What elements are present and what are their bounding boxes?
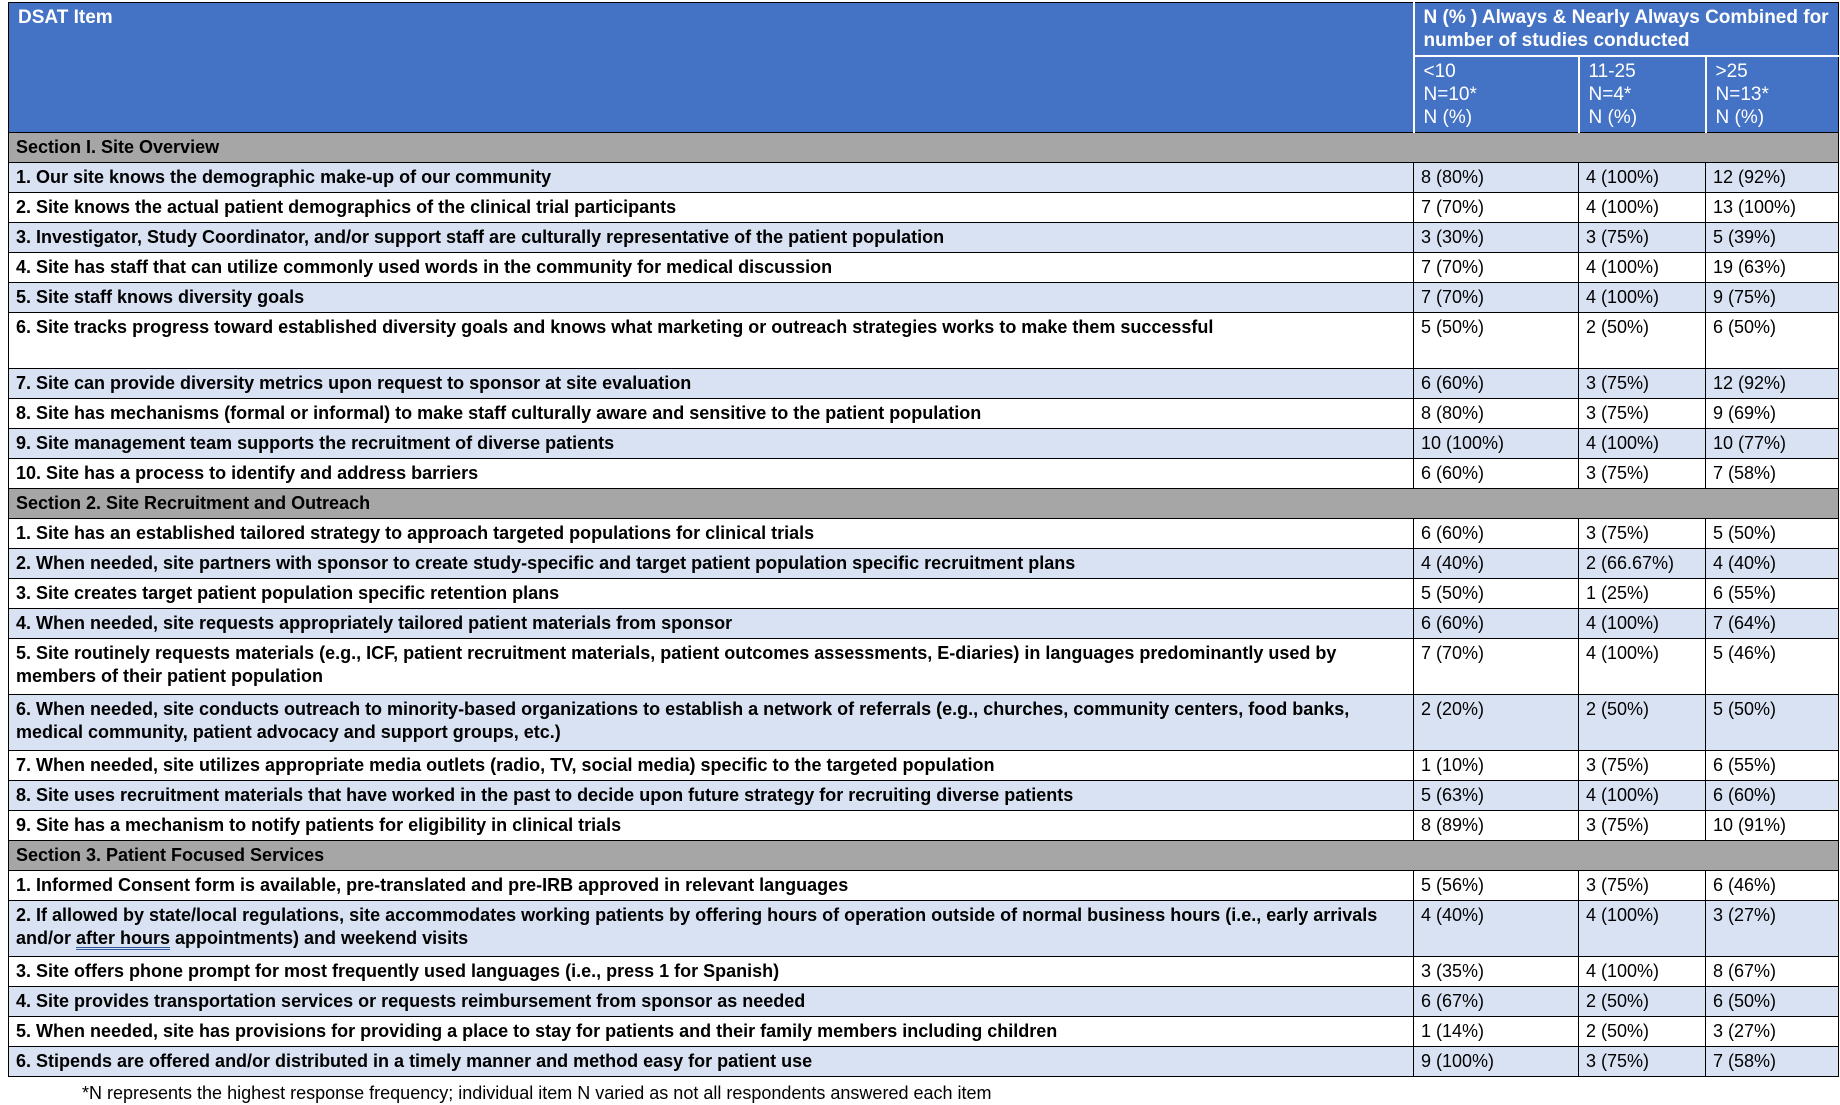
col-header-values: N (% ) Always & Nearly Always Combined for number of studies conducted bbox=[1414, 3, 1839, 57]
value-cell: 4 (100%) bbox=[1579, 193, 1706, 223]
table-row bbox=[9, 811, 1839, 841]
value-cell: 1 (10%) bbox=[1414, 751, 1579, 781]
value-cell: 3 (27%) bbox=[1706, 1017, 1839, 1047]
value-cell: 1 (14%) bbox=[1414, 1017, 1579, 1047]
col-header-dsat-item: DSAT Item bbox=[9, 3, 1414, 133]
value-cell: 3 (27%) bbox=[1706, 901, 1839, 957]
table-row bbox=[9, 283, 1839, 313]
dsat-item-text: 7. When needed, site utilizes appropriate media outlets (radio, TV, social media) specific to the targeted population bbox=[9, 751, 1414, 781]
value-cell: 6 (46%) bbox=[1706, 871, 1839, 901]
section-header-row bbox=[9, 489, 1839, 519]
value-cell: 6 (60%) bbox=[1414, 369, 1579, 399]
section-title: Section 2. Site Recruitment and Outreach bbox=[9, 489, 1839, 519]
value-cell: 12 (92%) bbox=[1706, 369, 1839, 399]
value-cell: 13 (100%) bbox=[1706, 193, 1839, 223]
section-title: Section I. Site Overview bbox=[9, 133, 1839, 163]
table-row bbox=[9, 751, 1839, 781]
dsat-item-text: 5. Site staff knows diversity goals bbox=[9, 283, 1414, 313]
dsat-table bbox=[8, 2, 1839, 1077]
value-cell: 5 (63%) bbox=[1414, 781, 1579, 811]
table-row bbox=[9, 695, 1839, 751]
value-cell: 3 (75%) bbox=[1579, 223, 1706, 253]
col-subheader-0: <10 N=10* N (%) bbox=[1414, 56, 1579, 133]
value-cell: 4 (100%) bbox=[1579, 901, 1706, 957]
section-header-row bbox=[9, 841, 1839, 871]
value-cell: 7 (70%) bbox=[1414, 253, 1579, 283]
dsat-item-text: 4. Site has staff that can utilize commonly used words in the community for medical discussion bbox=[9, 253, 1414, 283]
col-subheader-1: 11-25 N=4* N (%) bbox=[1579, 56, 1706, 133]
value-cell: 3 (75%) bbox=[1579, 459, 1706, 489]
value-cell: 2 (20%) bbox=[1414, 695, 1579, 751]
dsat-item-text: 9. Site has a mechanism to notify patients for eligibility in clinical trials bbox=[9, 811, 1414, 841]
table-row bbox=[9, 609, 1839, 639]
table-row bbox=[9, 579, 1839, 609]
table-footnote: *N represents the highest response frequency; individual item N varied as not all respondents answered each item bbox=[82, 1083, 992, 1103]
value-cell: 3 (75%) bbox=[1579, 519, 1706, 549]
dsat-item-text: 5. When needed, site has provisions for providing a place to stay for patients and their family members including children bbox=[9, 1017, 1414, 1047]
value-cell: 7 (70%) bbox=[1414, 639, 1579, 695]
dsat-item-text: 6. Stipends are offered and/or distributed in a timely manner and method easy for patient use bbox=[9, 1047, 1414, 1077]
value-cell: 6 (50%) bbox=[1706, 313, 1839, 369]
table-row bbox=[9, 253, 1839, 283]
value-cell: 6 (60%) bbox=[1414, 459, 1579, 489]
table-row bbox=[9, 781, 1839, 811]
col-subheader-2: >25 N=13* N (%) bbox=[1706, 56, 1839, 133]
value-cell: 4 (100%) bbox=[1579, 781, 1706, 811]
value-cell: 5 (50%) bbox=[1414, 313, 1579, 369]
value-cell: 10 (91%) bbox=[1706, 811, 1839, 841]
value-cell: 8 (89%) bbox=[1414, 811, 1579, 841]
value-cell: 4 (40%) bbox=[1414, 901, 1579, 957]
value-cell: 4 (100%) bbox=[1579, 609, 1706, 639]
value-cell: 3 (30%) bbox=[1414, 223, 1579, 253]
value-cell: 3 (75%) bbox=[1579, 751, 1706, 781]
table-row bbox=[9, 957, 1839, 987]
dsat-item-text: 3. Investigator, Study Coordinator, and/or support staff are culturally representative of the patient population bbox=[9, 223, 1414, 253]
value-cell: 1 (25%) bbox=[1579, 579, 1706, 609]
value-cell: 6 (67%) bbox=[1414, 987, 1579, 1017]
value-cell: 5 (39%) bbox=[1706, 223, 1839, 253]
table-row bbox=[9, 901, 1839, 957]
dsat-item-text: 3. Site creates target patient population specific retention plans bbox=[9, 579, 1414, 609]
table-row bbox=[9, 871, 1839, 901]
dsat-item-text: 7. Site can provide diversity metrics upon request to sponsor at site evaluation bbox=[9, 369, 1414, 399]
value-cell: 3 (75%) bbox=[1579, 1047, 1706, 1077]
dsat-item-text: 3. Site offers phone prompt for most frequently used languages (i.e., press 1 for Spanish) bbox=[9, 957, 1414, 987]
table-row bbox=[9, 1017, 1839, 1047]
value-cell: 4 (100%) bbox=[1579, 957, 1706, 987]
value-cell: 4 (100%) bbox=[1579, 639, 1706, 695]
table-row bbox=[9, 987, 1839, 1017]
value-cell: 7 (70%) bbox=[1414, 193, 1579, 223]
value-cell: 2 (50%) bbox=[1579, 695, 1706, 751]
table-row bbox=[9, 193, 1839, 223]
value-cell: 3 (35%) bbox=[1414, 957, 1579, 987]
value-cell: 7 (64%) bbox=[1706, 609, 1839, 639]
value-cell: 3 (75%) bbox=[1579, 369, 1706, 399]
dsat-item-text: 8. Site uses recruitment materials that have worked in the past to decide upon future strategy for recruiting diverse patients bbox=[9, 781, 1414, 811]
value-cell: 5 (46%) bbox=[1706, 639, 1839, 695]
dsat-item-text: 4. Site provides transportation services or requests reimbursement from sponsor as needed bbox=[9, 987, 1414, 1017]
value-cell: 8 (67%) bbox=[1706, 957, 1839, 987]
value-cell: 6 (55%) bbox=[1706, 751, 1839, 781]
table-row bbox=[9, 549, 1839, 579]
dsat-item-text: 2. If allowed by state/local regulations, site accommodates working patients by offering hours of operation outside of normal business hours (i.e., early arrivals and/or after hours appointments) and weekend visits bbox=[9, 901, 1414, 957]
table-row bbox=[9, 313, 1839, 369]
table-row bbox=[9, 399, 1839, 429]
header-row-top bbox=[9, 3, 1839, 57]
value-cell: 2 (66.67%) bbox=[1579, 549, 1706, 579]
dsat-item-text: 8. Site has mechanisms (formal or informal) to make staff culturally aware and sensitive to the patient population bbox=[9, 399, 1414, 429]
value-cell: 2 (50%) bbox=[1579, 987, 1706, 1017]
value-cell: 4 (100%) bbox=[1579, 253, 1706, 283]
value-cell: 2 (50%) bbox=[1579, 313, 1706, 369]
value-cell: 6 (55%) bbox=[1706, 579, 1839, 609]
value-cell: 6 (60%) bbox=[1414, 609, 1579, 639]
value-cell: 6 (60%) bbox=[1414, 519, 1579, 549]
dsat-item-text: 4. When needed, site requests appropriately tailored patient materials from sponsor bbox=[9, 609, 1414, 639]
dsat-item-text: 1. Site has an established tailored strategy to approach targeted populations for clinical trials bbox=[9, 519, 1414, 549]
value-cell: 7 (58%) bbox=[1706, 459, 1839, 489]
dsat-item-text: 2. When needed, site partners with sponsor to create study-specific and target patient population specific recruitment plans bbox=[9, 549, 1414, 579]
value-cell: 4 (40%) bbox=[1414, 549, 1579, 579]
table-row bbox=[9, 459, 1839, 489]
value-cell: 8 (80%) bbox=[1414, 399, 1579, 429]
value-cell: 12 (92%) bbox=[1706, 163, 1839, 193]
dsat-item-text: 6. When needed, site conducts outreach to minority-based organizations to establish a network of referrals (e.g., churches, community centers, food banks, medical community, patient advocacy and support groups, etc.) bbox=[9, 695, 1414, 751]
dsat-item-text: 1. Informed Consent form is available, pre-translated and pre-IRB approved in relevant languages bbox=[9, 871, 1414, 901]
value-cell: 7 (70%) bbox=[1414, 283, 1579, 313]
value-cell: 9 (100%) bbox=[1414, 1047, 1579, 1077]
value-cell: 3 (75%) bbox=[1579, 871, 1706, 901]
value-cell: 7 (58%) bbox=[1706, 1047, 1839, 1077]
table-row bbox=[9, 369, 1839, 399]
value-cell: 4 (100%) bbox=[1579, 163, 1706, 193]
value-cell: 4 (100%) bbox=[1579, 283, 1706, 313]
dsat-item-text: 6. Site tracks progress toward established diversity goals and knows what marketing or outreach strategies works to make them successful bbox=[9, 313, 1414, 369]
value-cell: 19 (63%) bbox=[1706, 253, 1839, 283]
table-row bbox=[9, 639, 1839, 695]
value-cell: 3 (75%) bbox=[1579, 399, 1706, 429]
dsat-item-text: 1. Our site knows the demographic make-up of our community bbox=[9, 163, 1414, 193]
dsat-item-text: 9. Site management team supports the recruitment of diverse patients bbox=[9, 429, 1414, 459]
value-cell: 10 (100%) bbox=[1414, 429, 1579, 459]
value-cell: 10 (77%) bbox=[1706, 429, 1839, 459]
value-cell: 6 (50%) bbox=[1706, 987, 1839, 1017]
dsat-item-text: 5. Site routinely requests materials (e.g., ICF, patient recruitment materials, patient outcomes assessments, E-diaries) in languages predominantly used by members of their patient population bbox=[9, 639, 1414, 695]
table-row bbox=[9, 1047, 1839, 1077]
value-cell: 9 (69%) bbox=[1706, 399, 1839, 429]
value-cell: 3 (75%) bbox=[1579, 811, 1706, 841]
value-cell: 6 (60%) bbox=[1706, 781, 1839, 811]
value-cell: 8 (80%) bbox=[1414, 163, 1579, 193]
grammar-underlined-text: after hours bbox=[76, 928, 171, 948]
value-cell: 5 (50%) bbox=[1706, 695, 1839, 751]
dsat-item-text: 10. Site has a process to identify and address barriers bbox=[9, 459, 1414, 489]
value-cell: 9 (75%) bbox=[1706, 283, 1839, 313]
value-cell: 2 (50%) bbox=[1579, 1017, 1706, 1047]
table-row bbox=[9, 429, 1839, 459]
table-row bbox=[9, 223, 1839, 253]
value-cell: 4 (40%) bbox=[1706, 549, 1839, 579]
section-header-row bbox=[9, 133, 1839, 163]
value-cell: 5 (50%) bbox=[1414, 579, 1579, 609]
table-row bbox=[9, 519, 1839, 549]
dsat-item-text: 2. Site knows the actual patient demographics of the clinical trial participants bbox=[9, 193, 1414, 223]
value-cell: 5 (50%) bbox=[1706, 519, 1839, 549]
table-row bbox=[9, 163, 1839, 193]
value-cell: 5 (56%) bbox=[1414, 871, 1579, 901]
section-title: Section 3. Patient Focused Services bbox=[9, 841, 1839, 871]
value-cell: 4 (100%) bbox=[1579, 429, 1706, 459]
